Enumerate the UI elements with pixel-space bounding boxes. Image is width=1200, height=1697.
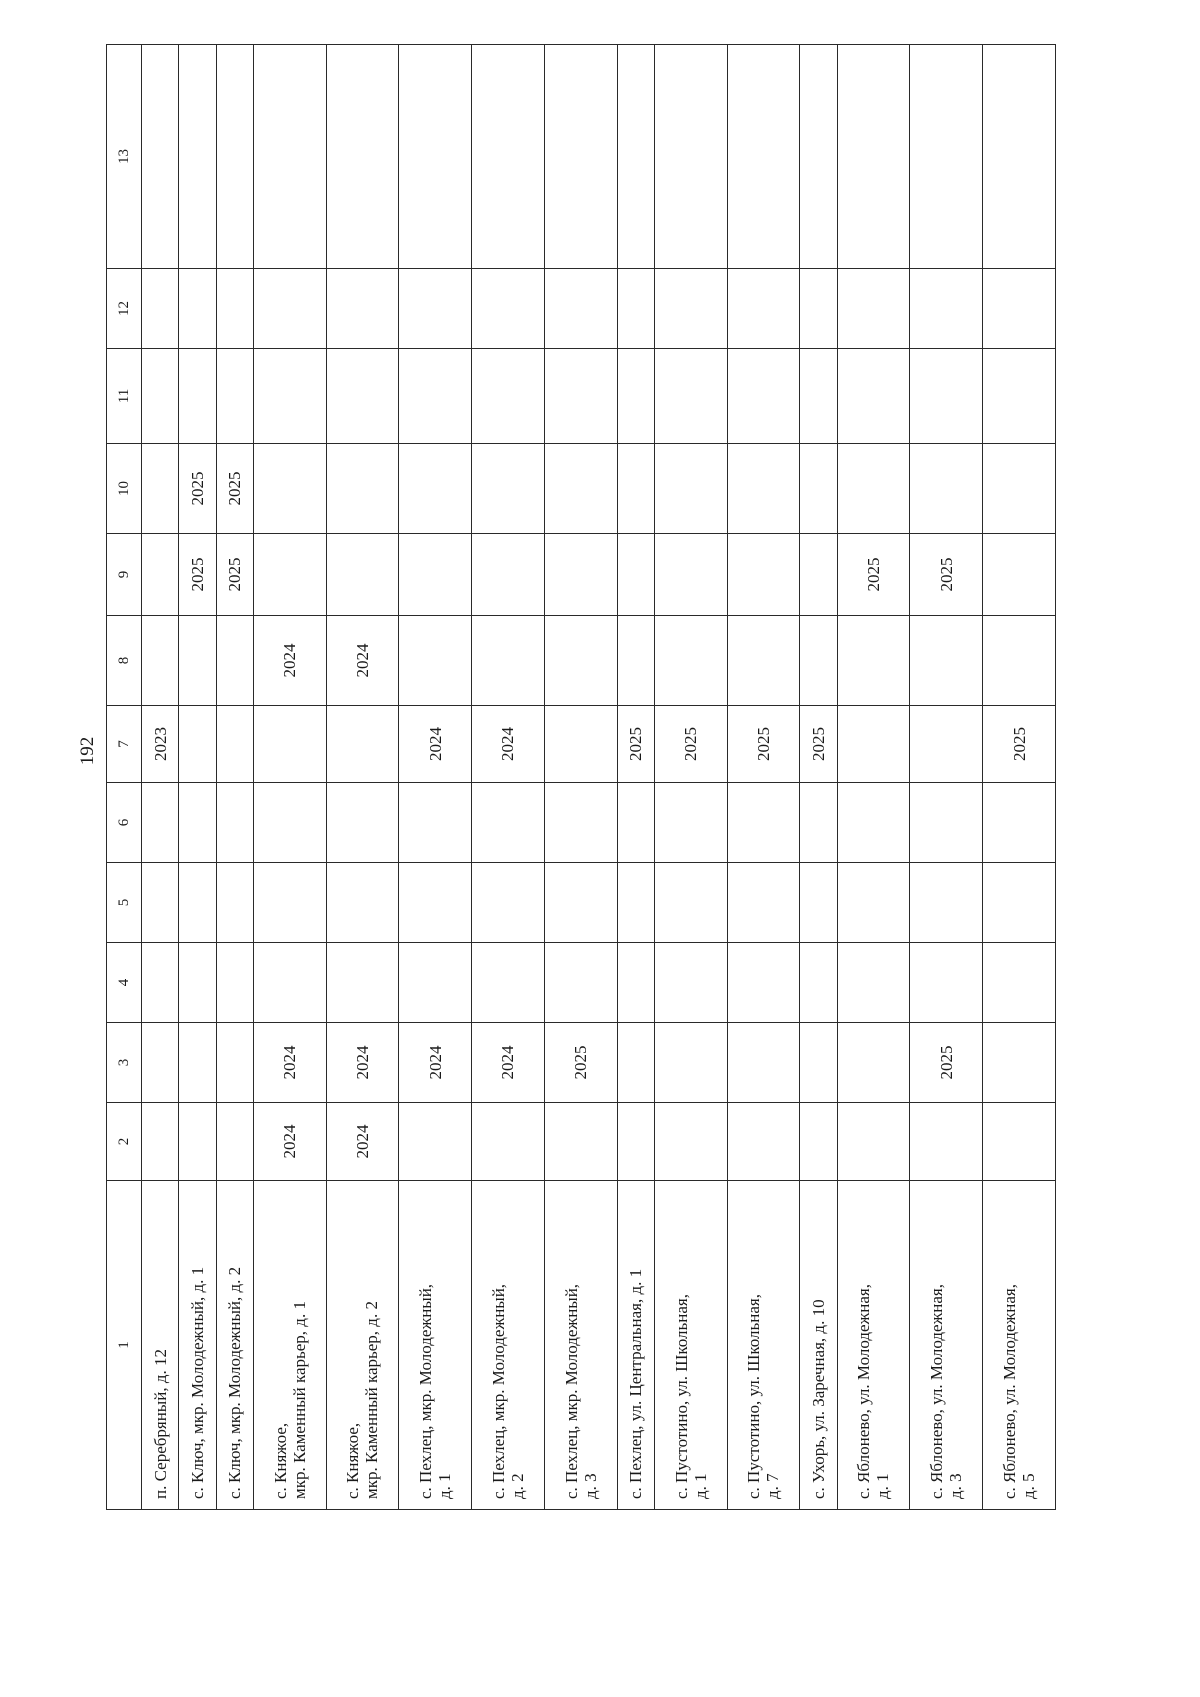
year-cell [326,943,399,1023]
year-cell [837,349,910,444]
year-cell [617,1103,654,1181]
year-cell [253,45,326,269]
column-header-2: 2 [107,1103,142,1181]
year-cell [654,616,727,706]
year-cell [179,45,216,269]
year-cell [983,783,1056,863]
address-cell: с. Пехлец, мкр. Молодежный, д. 2 [472,1181,545,1510]
year-cell: 2025 [216,444,253,534]
year-cell [472,45,545,269]
year-cell [983,349,1056,444]
year-cell [544,943,617,1023]
year-cell [216,45,253,269]
table-row [910,45,983,1510]
year-cell: 2024 [253,616,326,706]
year-cell [399,783,472,863]
year-cell [544,444,617,534]
table-header-row [107,45,142,1510]
year-cell [837,1023,910,1103]
year-cell [179,1103,216,1181]
year-cell [399,943,472,1023]
year-cell [800,269,837,349]
year-cell [472,863,545,943]
year-cell [544,45,617,269]
year-cell: 2025 [727,706,800,783]
year-cell: 2024 [326,616,399,706]
column-header-4: 4 [107,943,142,1023]
year-cell: 2024 [399,706,472,783]
year-cell [253,349,326,444]
year-cell [617,269,654,349]
table-body [142,45,1056,1510]
year-cell [983,616,1056,706]
year-cell [142,783,179,863]
page-number: 192 [77,736,98,766]
year-cell [727,269,800,349]
year-cell [253,783,326,863]
table-row [216,45,253,1510]
table-row [983,45,1056,1510]
year-cell [983,1103,1056,1181]
year-cell [399,1103,472,1181]
year-cell: 2024 [253,1023,326,1103]
year-cell [910,706,983,783]
year-cell [983,863,1056,943]
year-cell [253,706,326,783]
year-cell [727,783,800,863]
year-cell [727,45,800,269]
year-cell [727,444,800,534]
column-header-12: 12 [107,269,142,349]
table-row [472,45,545,1510]
year-cell [800,534,837,616]
year-cell [727,534,800,616]
year-cell [617,45,654,269]
year-cell [910,1103,983,1181]
year-cell [216,863,253,943]
year-cell [399,534,472,616]
table-row [837,45,910,1510]
address-cell: с. Пустотино, ул. Школьная, д. 7 [727,1181,800,1510]
year-cell [472,616,545,706]
column-header-8: 8 [107,616,142,706]
table-row [253,45,326,1510]
year-cell [617,534,654,616]
year-cell [179,706,216,783]
table-row [544,45,617,1510]
year-cell [983,943,1056,1023]
year-cell [837,269,910,349]
year-cell [142,444,179,534]
year-cell [472,444,545,534]
year-cell [654,534,727,616]
year-cell [910,943,983,1023]
year-cell [727,1023,800,1103]
year-cell [142,1023,179,1103]
year-cell [617,783,654,863]
year-cell [617,863,654,943]
year-cell [617,616,654,706]
year-cell [544,706,617,783]
year-cell: 2025 [654,706,727,783]
column-header-10: 10 [107,444,142,534]
year-cell [544,863,617,943]
address-cell: с. Ключ, мкр. Молодежный, д. 2 [216,1181,253,1510]
year-cell [800,1103,837,1181]
year-cell [800,444,837,534]
year-cell [142,863,179,943]
year-cell [544,783,617,863]
column-header-1: 1 [107,1181,142,1510]
year-cell [179,943,216,1023]
year-cell [253,943,326,1023]
year-cell [910,444,983,534]
year-cell [472,269,545,349]
year-cell [253,863,326,943]
year-cell [544,349,617,444]
column-header-5: 5 [107,863,142,943]
year-cell [983,45,1056,269]
year-cell [544,1103,617,1181]
year-cell [179,269,216,349]
year-cell [399,863,472,943]
year-cell [179,783,216,863]
year-cell [654,269,727,349]
address-cell: с. Яблонево, ул. Молодежная, д. 3 [910,1181,983,1510]
year-cell [617,349,654,444]
year-cell [399,616,472,706]
year-cell [142,349,179,444]
address-cell: с. Пехлец, мкр. Молодежный, д. 1 [399,1181,472,1510]
year-cell: 2024 [472,1023,545,1103]
year-cell [399,444,472,534]
year-cell [910,269,983,349]
year-cell [617,943,654,1023]
table-row [800,45,837,1510]
year-cell [910,349,983,444]
year-cell [727,943,800,1023]
address-cell: с. Яблонево, ул. Молодежная, д. 5 [983,1181,1056,1510]
year-cell [142,616,179,706]
year-cell [910,616,983,706]
year-cell [654,1023,727,1103]
year-cell [837,616,910,706]
year-cell [544,269,617,349]
year-cell [179,349,216,444]
table-row [399,45,472,1510]
year-cell [326,706,399,783]
year-cell: 2025 [800,706,837,783]
year-cell: 2024 [399,1023,472,1103]
year-cell: 2025 [544,1023,617,1103]
year-cell: 2025 [910,534,983,616]
year-cell [654,45,727,269]
table-row [617,45,654,1510]
rotated-table-wrapper [106,45,1056,1510]
year-cell [179,1023,216,1103]
year-cell: 2025 [179,444,216,534]
year-cell [617,1023,654,1103]
year-cell [654,1103,727,1181]
year-cell [654,444,727,534]
table-row [654,45,727,1510]
year-cell [142,1103,179,1181]
year-cell [472,534,545,616]
year-cell [142,534,179,616]
year-cell [216,1023,253,1103]
year-cell [617,444,654,534]
year-cell [800,616,837,706]
table-row [142,45,179,1510]
year-cell [142,45,179,269]
year-cell [179,616,216,706]
column-header-9: 9 [107,534,142,616]
year-cell [837,943,910,1023]
year-cell [544,534,617,616]
year-cell [399,269,472,349]
year-cell [179,863,216,943]
year-cell [910,45,983,269]
year-cell [472,1103,545,1181]
year-cell [983,269,1056,349]
table-row [727,45,800,1510]
column-header-7: 7 [107,706,142,783]
year-cell [326,349,399,444]
year-cell [216,1103,253,1181]
year-cell: 2024 [326,1103,399,1181]
year-cell [216,269,253,349]
address-cell: п. Серебряный, д. 12 [142,1181,179,1510]
year-cell [216,706,253,783]
year-cell: 2025 [617,706,654,783]
year-cell [253,534,326,616]
year-cell: 2024 [326,1023,399,1103]
year-cell [837,706,910,783]
year-cell: 2024 [472,706,545,783]
year-cell [216,616,253,706]
year-cell [399,45,472,269]
year-cell [326,863,399,943]
year-cell: 2025 [179,534,216,616]
table-row [179,45,216,1510]
year-cell [544,616,617,706]
year-cell [727,616,800,706]
year-cell [800,349,837,444]
year-cell [837,1103,910,1181]
year-cell: 2025 [983,706,1056,783]
year-cell [472,349,545,444]
year-cell [837,863,910,943]
column-header-6: 6 [107,783,142,863]
address-cell: с. Пехлец, мкр. Молодежный, д. 3 [544,1181,617,1510]
year-cell [142,943,179,1023]
year-cell [326,45,399,269]
year-cell [472,783,545,863]
year-cell [654,943,727,1023]
year-cell [983,534,1056,616]
address-cell: с. Пехлец, ул. Центральная, д. 1 [617,1181,654,1510]
year-cell [253,269,326,349]
year-cell [326,783,399,863]
year-cell [654,863,727,943]
year-cell [654,783,727,863]
year-cell [399,349,472,444]
year-cell [326,534,399,616]
column-header-13: 13 [107,45,142,269]
year-cell [326,269,399,349]
year-cell [837,444,910,534]
year-cell [216,349,253,444]
year-cell [837,783,910,863]
year-cell [837,45,910,269]
year-cell [910,783,983,863]
year-cell [983,444,1056,534]
year-cell: 2023 [142,706,179,783]
year-cell [216,783,253,863]
year-cell [216,943,253,1023]
table-row [326,45,399,1510]
year-cell [800,783,837,863]
year-cell [654,349,727,444]
year-cell [800,1023,837,1103]
year-cell: 2025 [216,534,253,616]
address-cell: с. Княжое, мкр. Каменный карьер, д. 2 [326,1181,399,1510]
year-cell [727,863,800,943]
address-cell: с. Пустотино, ул. Школьная, д. 1 [654,1181,727,1510]
year-cell [253,444,326,534]
year-cell [142,269,179,349]
year-cell [800,45,837,269]
year-cell [472,943,545,1023]
year-cell [326,444,399,534]
year-cell [983,1023,1056,1103]
schedule-table [106,44,1056,1510]
year-cell [800,863,837,943]
year-cell: 2025 [910,1023,983,1103]
year-cell [910,863,983,943]
column-header-11: 11 [107,349,142,444]
year-cell: 2024 [253,1103,326,1181]
address-cell: с. Ухорь, ул. Заречная, д. 10 [800,1181,837,1510]
address-cell: с. Княжое, мкр. Каменный карьер, д. 1 [253,1181,326,1510]
year-cell [800,943,837,1023]
address-cell: с. Ключ, мкр. Молодежный, д. 1 [179,1181,216,1510]
column-header-3: 3 [107,1023,142,1103]
year-cell [727,349,800,444]
year-cell [727,1103,800,1181]
address-cell: с. Яблонево, ул. Молодежная, д. 1 [837,1181,910,1510]
year-cell: 2025 [837,534,910,616]
